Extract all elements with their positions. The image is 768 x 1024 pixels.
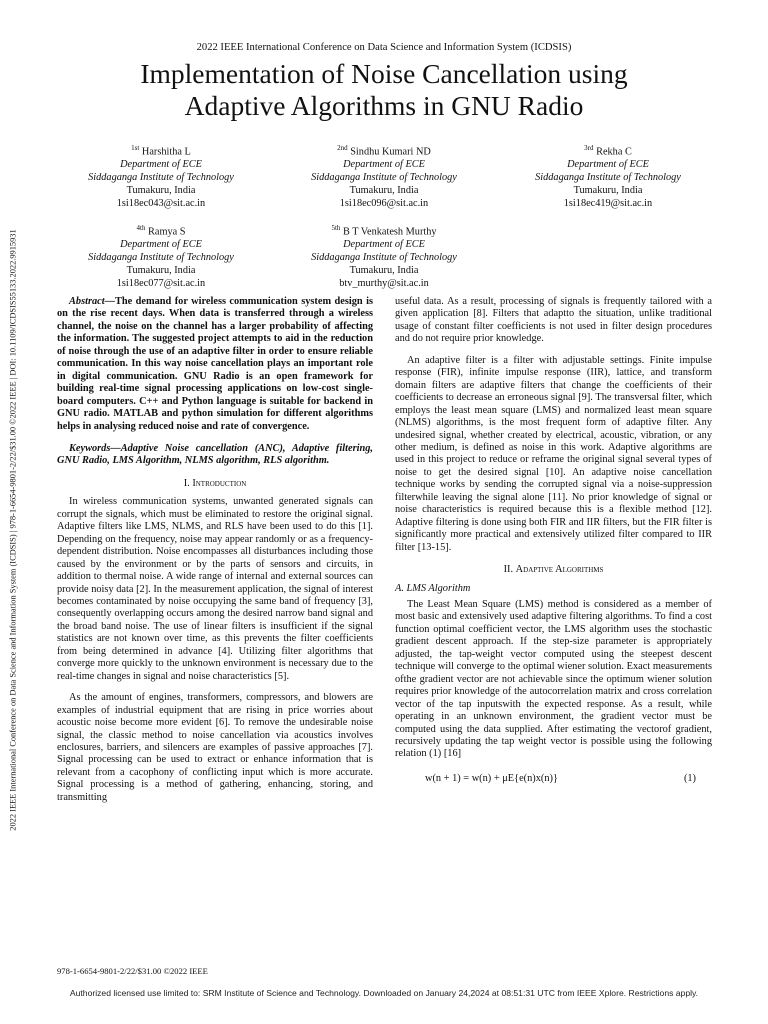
equation-text: w(n + 1) = w(n) + μE{e(n)x(n)}: [425, 772, 558, 784]
author-dept: Department of ECE: [567, 159, 649, 171]
equation-1: [395, 773, 712, 787]
author-institute: Siddaganga Institute of Technology: [535, 172, 681, 184]
right-paragraph-1: useful data. As a result, processing of signals is frequently tailored with a given application [8]. Filters that adaptto the situation, unlike traditional usage of constant filter coefficients is not used in filter design procedures and do not require prior knowledge.: [395, 296, 712, 345]
author-city: Tumakuru, India: [349, 185, 419, 197]
author-city: Tumakuru, India: [126, 265, 196, 277]
author-institute: Siddaganga Institute of Technology: [311, 252, 457, 264]
abstract-body: The demand for wireless communication system design is on the rise recent days. When data is transferred through a wireless channel, the noise on the channel has a larger probability of affecting the information. The suggested project attempts to aid in the reduction of noise through the use of an adaptive filter in order to ensure reliable communication. In this way noise cancellation plays an important role in digital communication. GNU Radio is an open framework for building real-time signal processing applications on low-cost single-board computers. C++ and Python language is suitable for backend in GNU radio. MATLAB and python simulation for different algorithms helps in analysing reduced noise and rate of convergence.: [57, 296, 373, 432]
paper-title: [40, 58, 728, 122]
author-name: Rekha C: [596, 146, 632, 158]
author-city: Tumakuru, India: [349, 265, 419, 277]
author-dept: Department of ECE: [120, 159, 202, 171]
author-email: 1si18ec096@sit.ac.in: [339, 198, 429, 210]
sidebar-text: 2022 IEEE International Conference on Data Science and Information System (ICDSIS) | 978-1-6654-9801-2/22/$31.00 ©2022 IEEE | DOI: 10.1109/ICDSIS55133.2022.9915931: [8, 229, 18, 831]
author-block: [46, 142, 276, 210]
lms-paragraph: The Least Mean Square (LMS) method is considered as a member of most basic and extensively used adaptive filtering algorithms. To find a cost function optimal coefficient vector, the LMS algorithm uses the stochastic gradient descent approach. If the step-size parameter is appropriately adjusted, the tap-weight vector computed using the steepest descent technique will converge to the optimal wiener solution. Exact measurements ofthe gradient vector are not achievable since the optimum wiener solution requires prior knowledge of the autocorrelation matrix and cross correlation vector of the tap inputswith the expected response. As a result, while operating in an unknown environment, the gradient vector must be computed using the data supplied. After estimating the vectorof gradient, recursively updating the tap weight vector is possible using the following relation (1) [16]: [395, 598, 712, 760]
author-email: 1si18ec043@sit.ac.in: [116, 198, 206, 210]
author-institute: Siddaganga Institute of Technology: [88, 172, 234, 184]
author-email: 1si18ec077@sit.ac.in: [116, 278, 206, 290]
title-line-1: Implementation of Noise Cancellation using: [140, 58, 628, 89]
intro-paragraph-1: In wireless communication systems, unwanted generated signals can corrupt the signals, which must be eliminated to restore the original signal. Adaptive filters like LMS, NLMS, and RLS have been used to do this [1]. Depending on the frequency, noise may appear randomly or as a frequency-dependent distribution. Noise encompasses all disturbances including those caused by the environment or by the parts of sensors and circuits, in addition to thermal noise. A wide range of internal and external sources can provide noisy data [2]. In the measurement application, the signal of interest becomes contaminated by noise occupying the same band of frequency [3], consequently overlapping occurs among the desired narrow band signal and the broad band noise. The use of linear filters is insufficient if the signal statistics are not known over time, as this prevents the filter coefficients from being determined in advance [4]. Utilizing filter algorithms that converge more quickly to the unknown environment is necessary due to the real-time changes in signal and noise characteristics [5].: [57, 496, 373, 682]
author-ordinal: 5th: [331, 224, 341, 232]
author-dept: Department of ECE: [343, 239, 425, 251]
author-name: Sindhu Kumari ND: [350, 146, 431, 158]
author-dept: Department of ECE: [120, 239, 202, 251]
section-title: Adaptive Algorithms: [515, 564, 604, 576]
author-email: btv_murthy@sit.ac.in: [339, 278, 429, 290]
keywords: Keywords—Adaptive Noise cancellation (ANC), Adaptive filtering, GNU Radio, LMS Algorithm, NLMS algorithm, RLS algorithm.: [57, 442, 373, 467]
author-city: Tumakuru, India: [126, 185, 196, 197]
license-notice: Authorized licensed use limited to: SRM Institute of Science and Technology. Downloaded on January 24,2024 at 08:51:31 UTC from IEEE Xplore. Restrictions apply.: [69, 988, 699, 998]
author-ordinal: 4th: [136, 224, 146, 232]
abstract: [57, 296, 373, 433]
footer-copyright: 978-1-6654-9801-2/22/$31.00 ©2022 IEEE: [57, 966, 208, 976]
right-paragraph-2: An adaptive filter is a filter with adjustable settings. Finite impulse response (FIR), infinite impulse response (IIR), lattice, and transform domain filters are adaptive filters that change the coefficients of their coefficients to decrease an erroneous signal [9]. The transversal filter, which employs the least mean square (LMS) and normalized least mean square (NLMS) algorithms, is the most frequent form of adaptive filter. Any undesired signal, whether created by electrical, acoustic, vibration, or any other medium, is defined as noise in this work. Adaptive algorithms are used in this project to reduce or reframe the original signal several types of noise to get the desired signal [10]. An adaptive noise cancellation technique works by sending the corrupted signal via a noise-suppression filterwhile leaving the signal alone [11]. No prior knowledge of signal or noise characteristics is required because this is a flexible method [12]. Adaptive filtering is done using both FIR and IIR filters, but the FIR filter is significantly more practical and extensively utilized filter compared to IIR filter [13-15].: [395, 354, 712, 553]
author-ordinal: 3rd: [584, 144, 594, 152]
author-dept: Department of ECE: [343, 159, 425, 171]
intro-paragraph-2: As the amount of engines, transformers, compressors, and blowers are examples of industrial equipment that are rising in price worries about acoustic noise become more evident [6]. To remove the undesirable noise signal, the classic method to noise cancellation via acoustics involves enclosures, barriers, and silencers are examples of passive approaches [7]. Signal processing can be used to extract or enhance information that is relevant from a cacophony of conflicting input which is more accurate. Signal processing is a method of gathering, enhancing, storing, and transmitting: [57, 692, 373, 803]
right-column: [395, 296, 712, 787]
author-institute: Siddaganga Institute of Technology: [311, 172, 457, 184]
author-ordinal: 2nd: [337, 144, 348, 152]
section-number: I.: [183, 477, 190, 489]
author-name: Harshitha L: [141, 146, 191, 158]
author-block: [269, 222, 499, 290]
doi-sidebar: [2, 160, 24, 900]
conference-header: 2022 IEEE International Conference on Data Science and Information System (ICDSIS): [196, 42, 572, 53]
author-institute: Siddaganga Institute of Technology: [88, 252, 234, 264]
author-name: B T Venkatesh Murthy: [343, 226, 437, 238]
author-block: [46, 222, 276, 290]
left-column: [57, 296, 373, 804]
section-number: II.: [503, 564, 514, 576]
author-email: 1si18ec419@sit.ac.in: [563, 198, 653, 210]
equation-number: (1): [683, 772, 696, 784]
abstract-lead: Abstract—: [69, 296, 115, 307]
author-block: [269, 142, 499, 210]
author-ordinal: 1st: [131, 144, 140, 152]
author-name: Ramya S: [148, 226, 186, 238]
section-title: Introduction: [192, 477, 247, 489]
title-line-2: Adaptive Algorithms in GNU Radio: [184, 90, 584, 121]
author-city: Tumakuru, India: [573, 185, 643, 197]
section-heading-adaptive-algorithms: [395, 564, 712, 576]
section-heading-introduction: [57, 478, 373, 490]
subsection-heading-lms: A. LMS Algorithm: [395, 582, 471, 594]
author-block: [493, 142, 723, 210]
